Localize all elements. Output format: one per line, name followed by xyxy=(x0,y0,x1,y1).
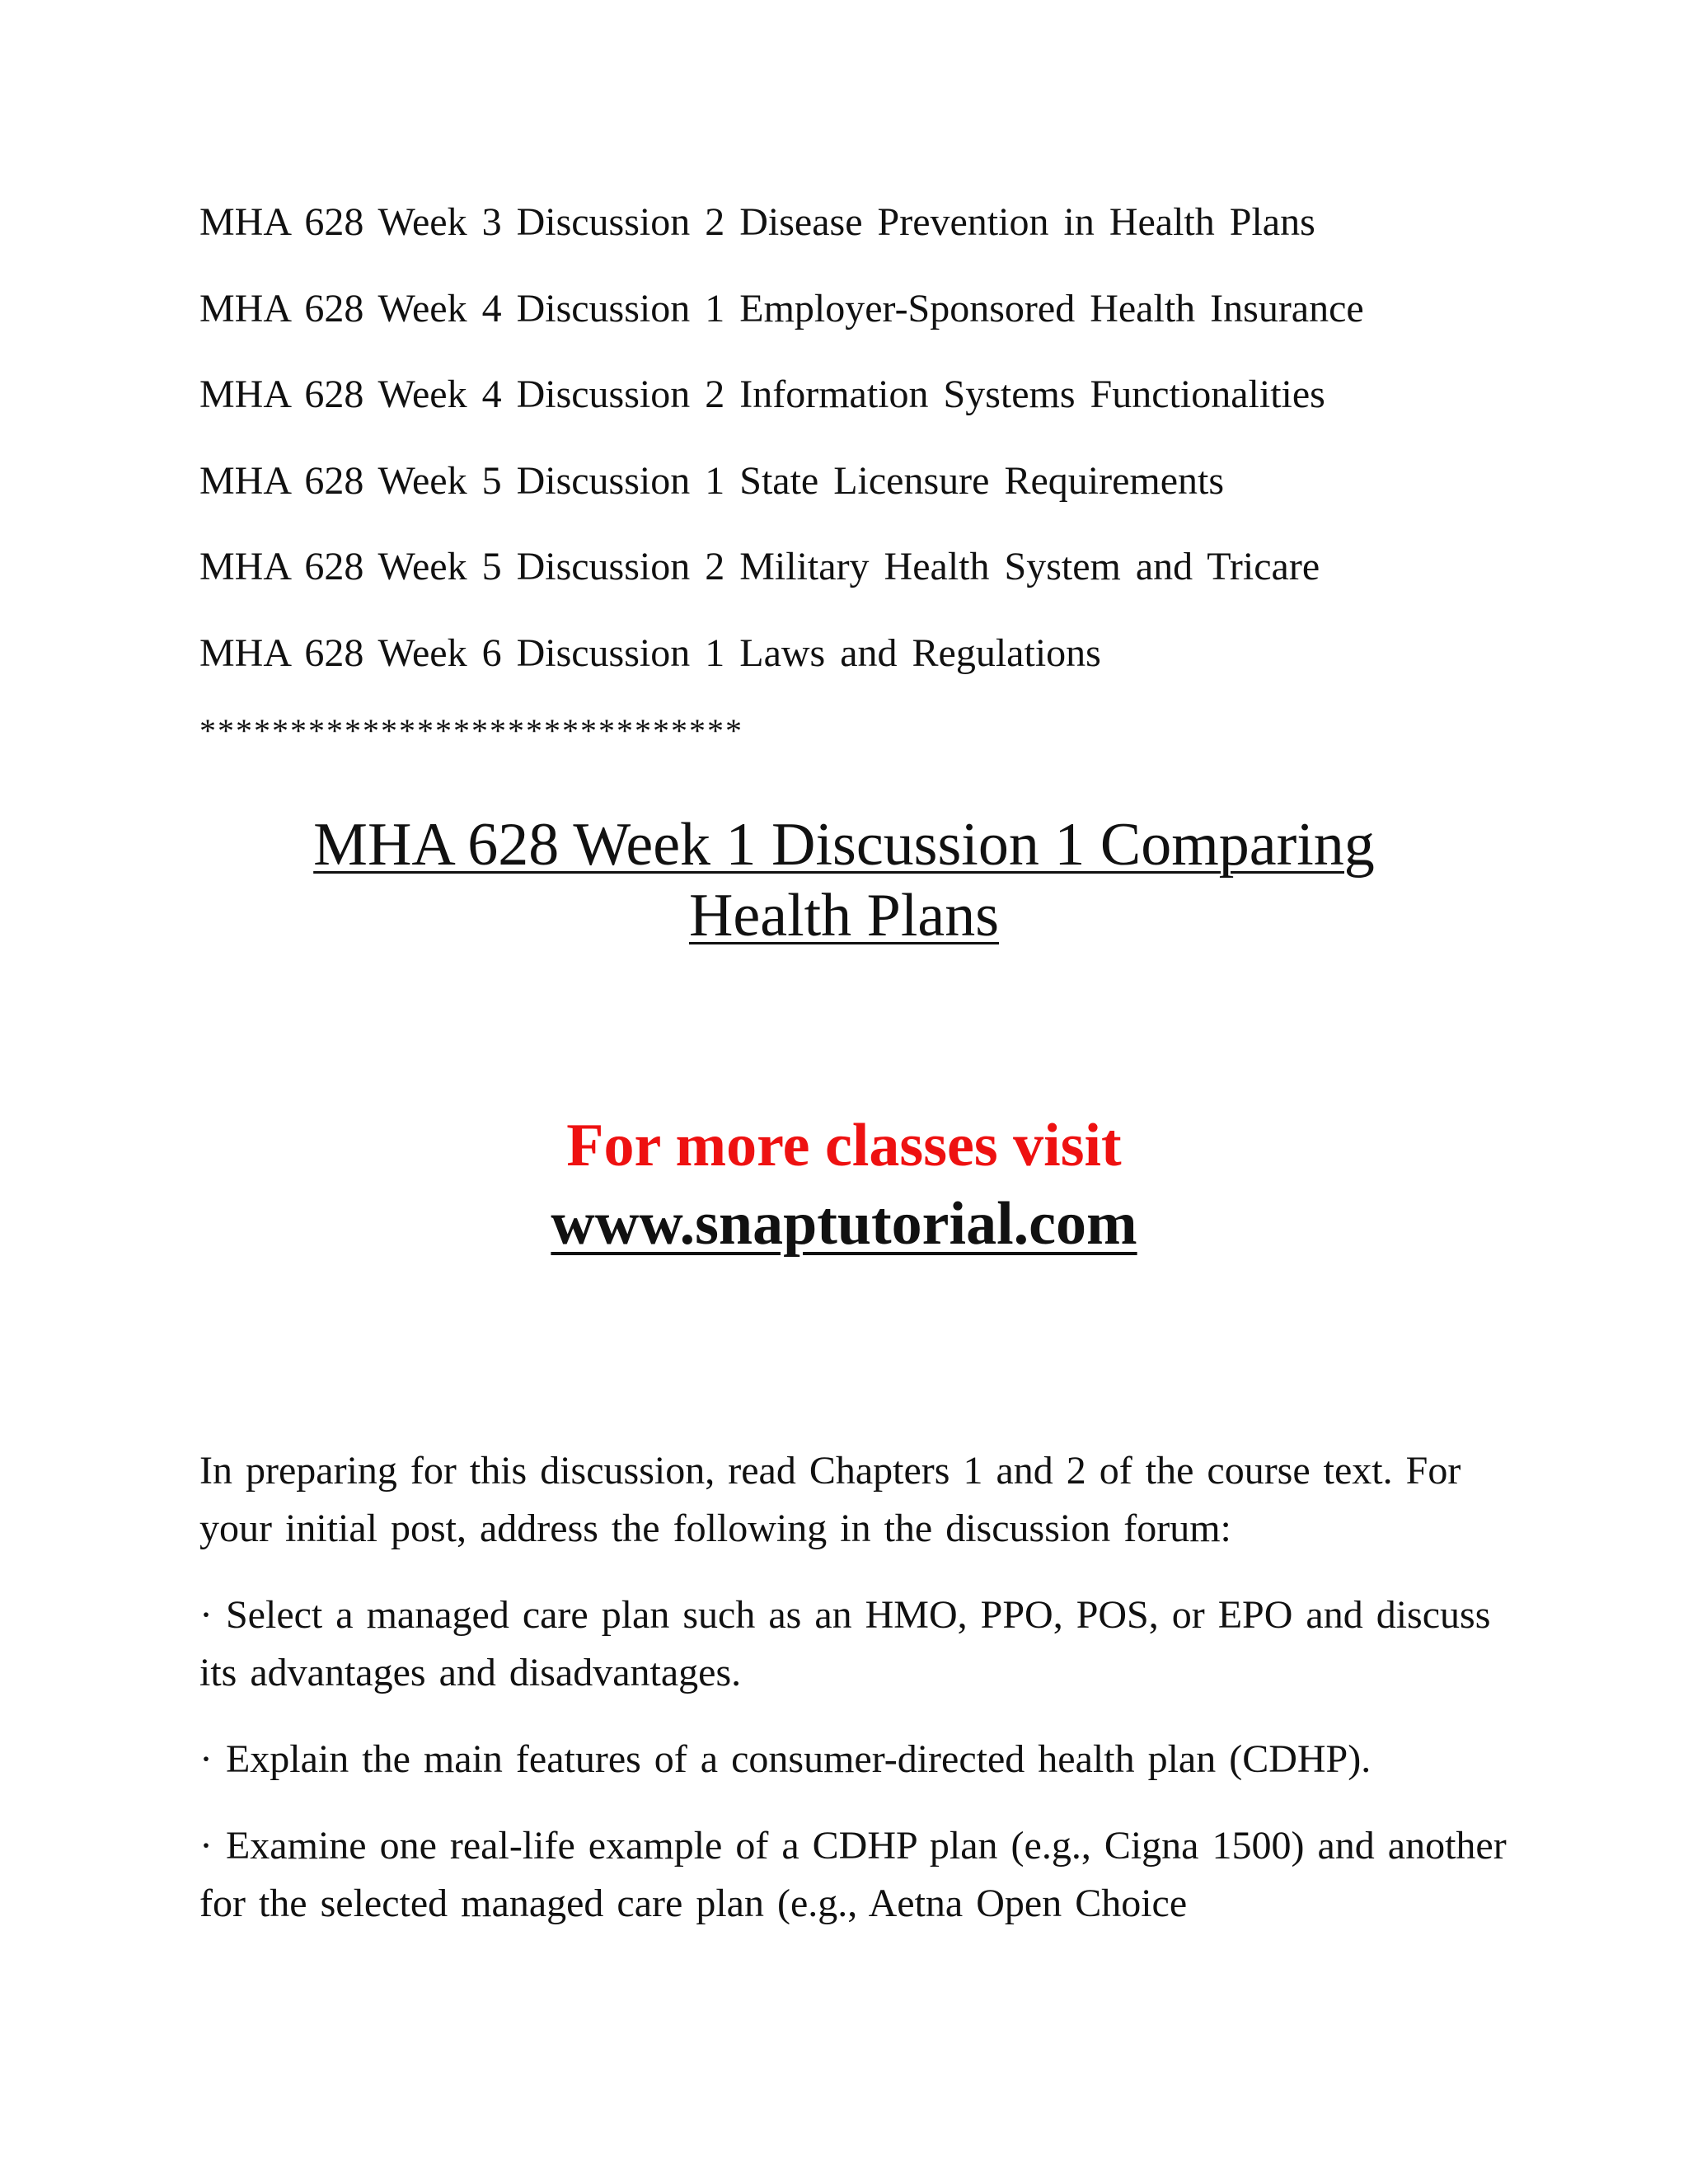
intro-paragraph: In preparing for this discussion, read Chapters 1 and 2 of the course text. For your initial post, address the following in the discussion forum: xyxy=(199,1449,1461,1550)
toc-item: MHA 628 Week 6 Discussion 1 Laws and Regulations xyxy=(199,631,1101,675)
bullet-item: · Select a managed care plan such as an HMO, PPO, POS, or EPO and discuss its advantages and disadvantages. xyxy=(199,1593,1491,1694)
toc-item: MHA 628 Week 4 Discussion 1 Employer-Sponsored Health Insurance xyxy=(199,287,1364,330)
toc-item: MHA 628 Week 5 Discussion 1 State Licensure Requirements xyxy=(199,459,1225,503)
toc-item: MHA 628 Week 3 Discussion 2 Disease Prevention in Health Plans xyxy=(199,200,1315,244)
promo-text: For more classes visit xyxy=(566,1112,1122,1179)
bullet-item: · Examine one real-life example of a CDHP plan (e.g., Cigna 1500) and another for the selected managed care plan (e.g., Aetna Open Choice xyxy=(199,1824,1507,1925)
page-title xyxy=(0,809,1688,951)
bullet-item: · Explain the main features of a consumer-directed health plan (CDHP). xyxy=(199,1737,1372,1781)
promo-link[interactable]: www.snaptutorial.com xyxy=(551,1190,1137,1258)
page-title-line-2: Health Plans xyxy=(688,882,1000,949)
toc-item: MHA 628 Week 5 Discussion 2 Military Health System and Tricare xyxy=(199,545,1320,588)
page-title-line-1: MHA 628 Week 1 Discussion 1 Comparing xyxy=(313,811,1375,879)
toc-item: MHA 628 Week 4 Discussion 2 Information Systems Functionalities xyxy=(199,373,1325,416)
separator: ****************************** xyxy=(199,712,743,749)
